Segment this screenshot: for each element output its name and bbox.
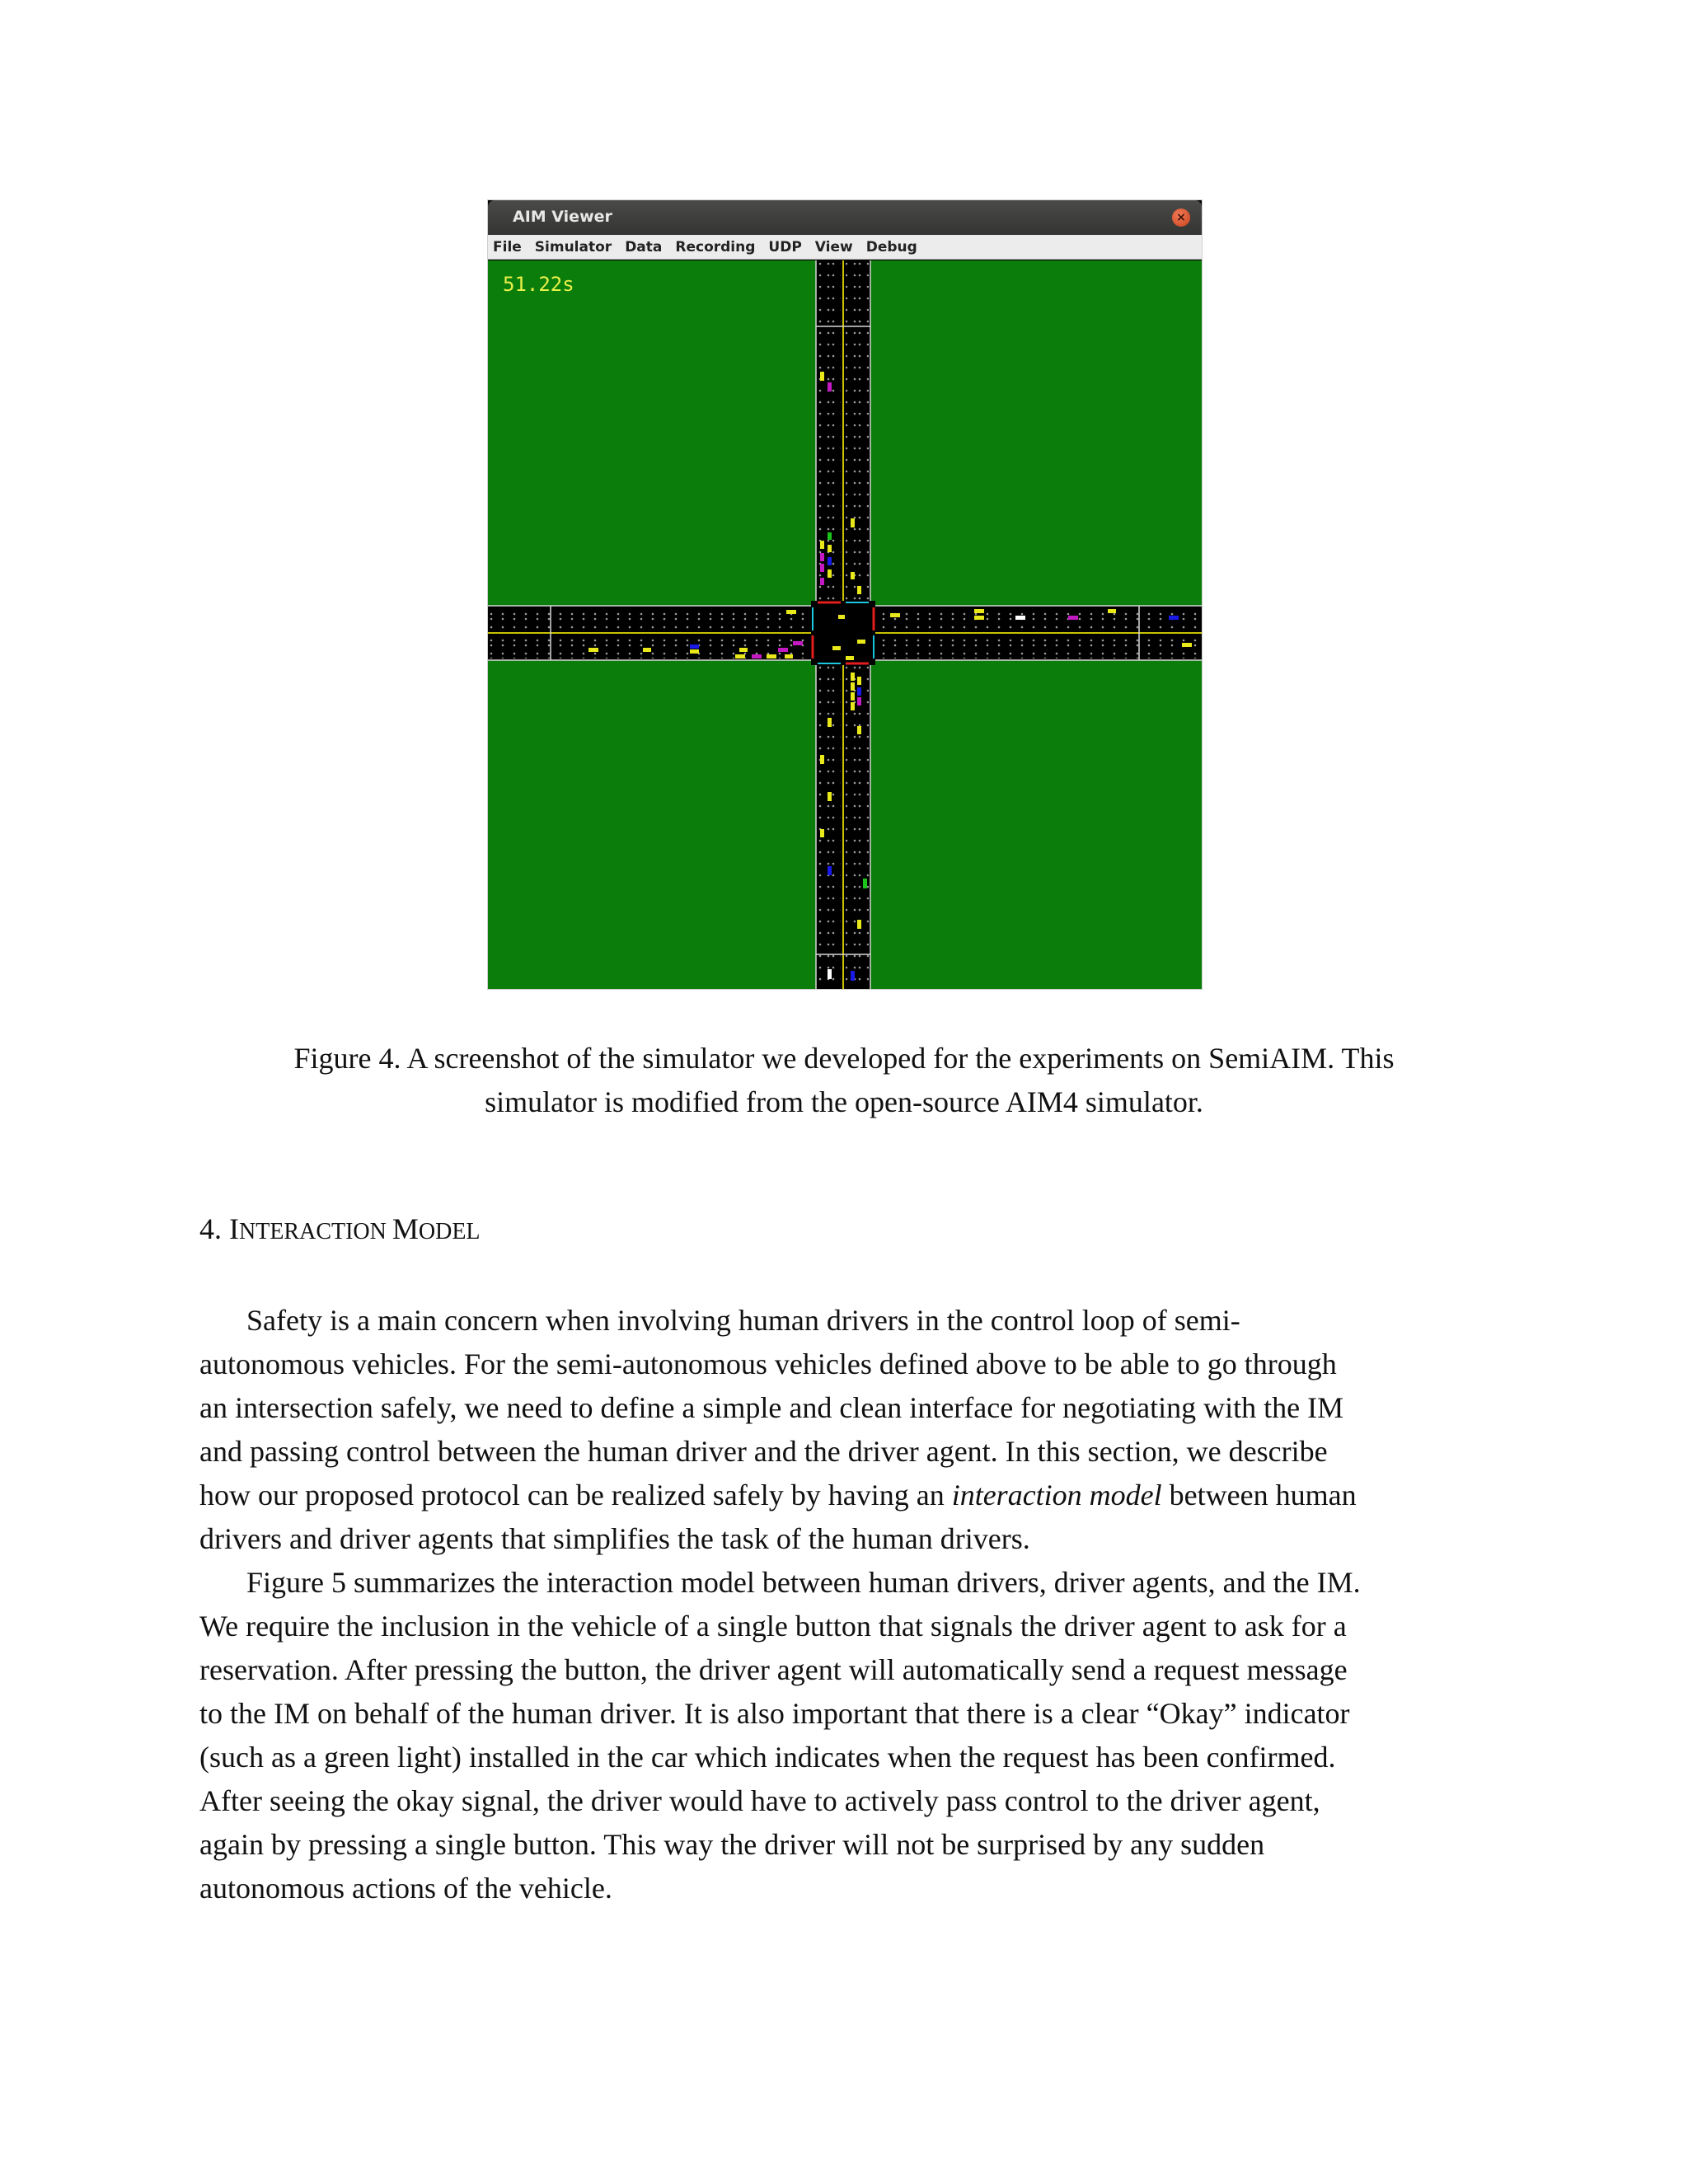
vehicle bbox=[1015, 616, 1025, 620]
vehicle bbox=[793, 641, 803, 645]
menu-bar bbox=[488, 235, 1202, 260]
menu-simulator[interactable]: Simulator bbox=[534, 238, 612, 255]
vehicle bbox=[820, 541, 824, 549]
vehicle bbox=[857, 677, 861, 685]
vehicle bbox=[974, 616, 984, 620]
vehicle bbox=[857, 640, 865, 644]
vehicle bbox=[820, 755, 824, 764]
vehicle bbox=[857, 726, 861, 734]
vehicle bbox=[890, 613, 900, 617]
aim-viewer-window bbox=[488, 200, 1202, 989]
vehicle bbox=[857, 586, 861, 594]
vehicle bbox=[1108, 609, 1116, 613]
vehicle bbox=[820, 578, 824, 585]
vehicle bbox=[846, 656, 854, 660]
vehicle bbox=[828, 792, 832, 801]
vehicle bbox=[838, 615, 845, 619]
vehicle bbox=[1169, 616, 1179, 620]
vehicle bbox=[851, 702, 855, 710]
vehicle bbox=[857, 920, 861, 929]
vehicle bbox=[828, 532, 832, 540]
menu-file[interactable]: File bbox=[493, 238, 522, 255]
vehicle bbox=[828, 557, 832, 565]
vehicle bbox=[588, 648, 598, 652]
menu-data[interactable]: Data bbox=[625, 238, 663, 255]
menu-view[interactable]: View bbox=[814, 238, 853, 255]
vehicle bbox=[643, 648, 651, 652]
vehicle bbox=[828, 718, 832, 727]
menu-udp[interactable]: UDP bbox=[768, 238, 802, 255]
vehicle bbox=[828, 969, 832, 979]
vehicle bbox=[851, 673, 855, 681]
menu-debug[interactable]: Debug bbox=[865, 238, 917, 255]
vehicle bbox=[828, 866, 832, 875]
vehicle bbox=[767, 654, 776, 658]
vehicle bbox=[778, 648, 788, 652]
vehicle bbox=[851, 682, 855, 691]
vehicle bbox=[863, 879, 867, 888]
figure-caption-line-1: Figure 4. A screenshot of the simulator we developed for the experiments on SemiAIM. This bbox=[293, 1042, 1395, 1075]
vehicle bbox=[690, 649, 699, 654]
vehicle bbox=[851, 971, 855, 981]
vehicle bbox=[851, 692, 855, 701]
simulation-canvas[interactable] bbox=[488, 260, 1202, 989]
vehicle bbox=[857, 697, 861, 705]
section-heading: 4. INTERACTION MODEL bbox=[199, 1212, 481, 1245]
vehicle bbox=[832, 646, 841, 650]
paragraph-2: Figure 5 summarizes the interaction model between human drivers, driver agents, and the IM. We require the inclusion in the vehicle of a single button that signals the driver agent to ask for a reservation. After pressing the button, the driver agent will automatically send a request message to the IM on behalf of the human driver. It is also important that there is a clear “Okay” indicator (such as a green light) installed in the car which indicates when the request has been confirmed. After seeing the okay signal, the driver would have to actively pass control to the driver agent, again by pressing a single button. This way the driver will not be surprised by any sudden autonomous actions of the vehicle. bbox=[199, 1566, 1361, 1905]
vehicle bbox=[851, 572, 855, 579]
vehicle bbox=[690, 644, 699, 649]
vehicle bbox=[735, 654, 745, 658]
figure-caption-line-2: simulator is modified from the open-source AIM4 simulator. bbox=[485, 1085, 1203, 1118]
vehicle bbox=[1068, 616, 1078, 620]
window-titlebar[interactable] bbox=[488, 200, 1202, 235]
vehicle bbox=[820, 564, 824, 572]
close-icon[interactable]: × bbox=[1172, 209, 1190, 227]
vehicle bbox=[828, 382, 832, 391]
vehicle bbox=[851, 518, 855, 527]
vehicle bbox=[752, 654, 762, 658]
vehicle bbox=[820, 372, 824, 381]
simulation-time: 51.22s bbox=[503, 273, 574, 296]
menu-recording[interactable]: Recording bbox=[675, 238, 756, 255]
vehicle bbox=[828, 569, 832, 578]
intersection bbox=[811, 601, 875, 665]
vehicle bbox=[820, 553, 824, 561]
vehicle bbox=[820, 829, 824, 837]
vehicle bbox=[785, 654, 793, 658]
vehicle bbox=[786, 610, 796, 614]
vehicle bbox=[828, 545, 832, 552]
vehicle bbox=[974, 609, 984, 613]
vehicle bbox=[1182, 643, 1192, 647]
paragraph-1: Safety is a main concern when involving human drivers in the control loop of semi- autonomous vehicles. For the semi-autonomous vehicles defined above to be able to go through an intersection safely, we need to define a simple and clean interface for negotiating with the IM and passing control between the human driver and the driver agent. In this section, we describe how our proposed protocol can be realized safely by having an interaction model between human drivers and driver agents that simplifies the task of the human drivers. bbox=[199, 1304, 1357, 1555]
vehicle bbox=[857, 687, 861, 696]
vehicle bbox=[739, 648, 748, 652]
window-title: AIM Viewer bbox=[513, 208, 612, 226]
